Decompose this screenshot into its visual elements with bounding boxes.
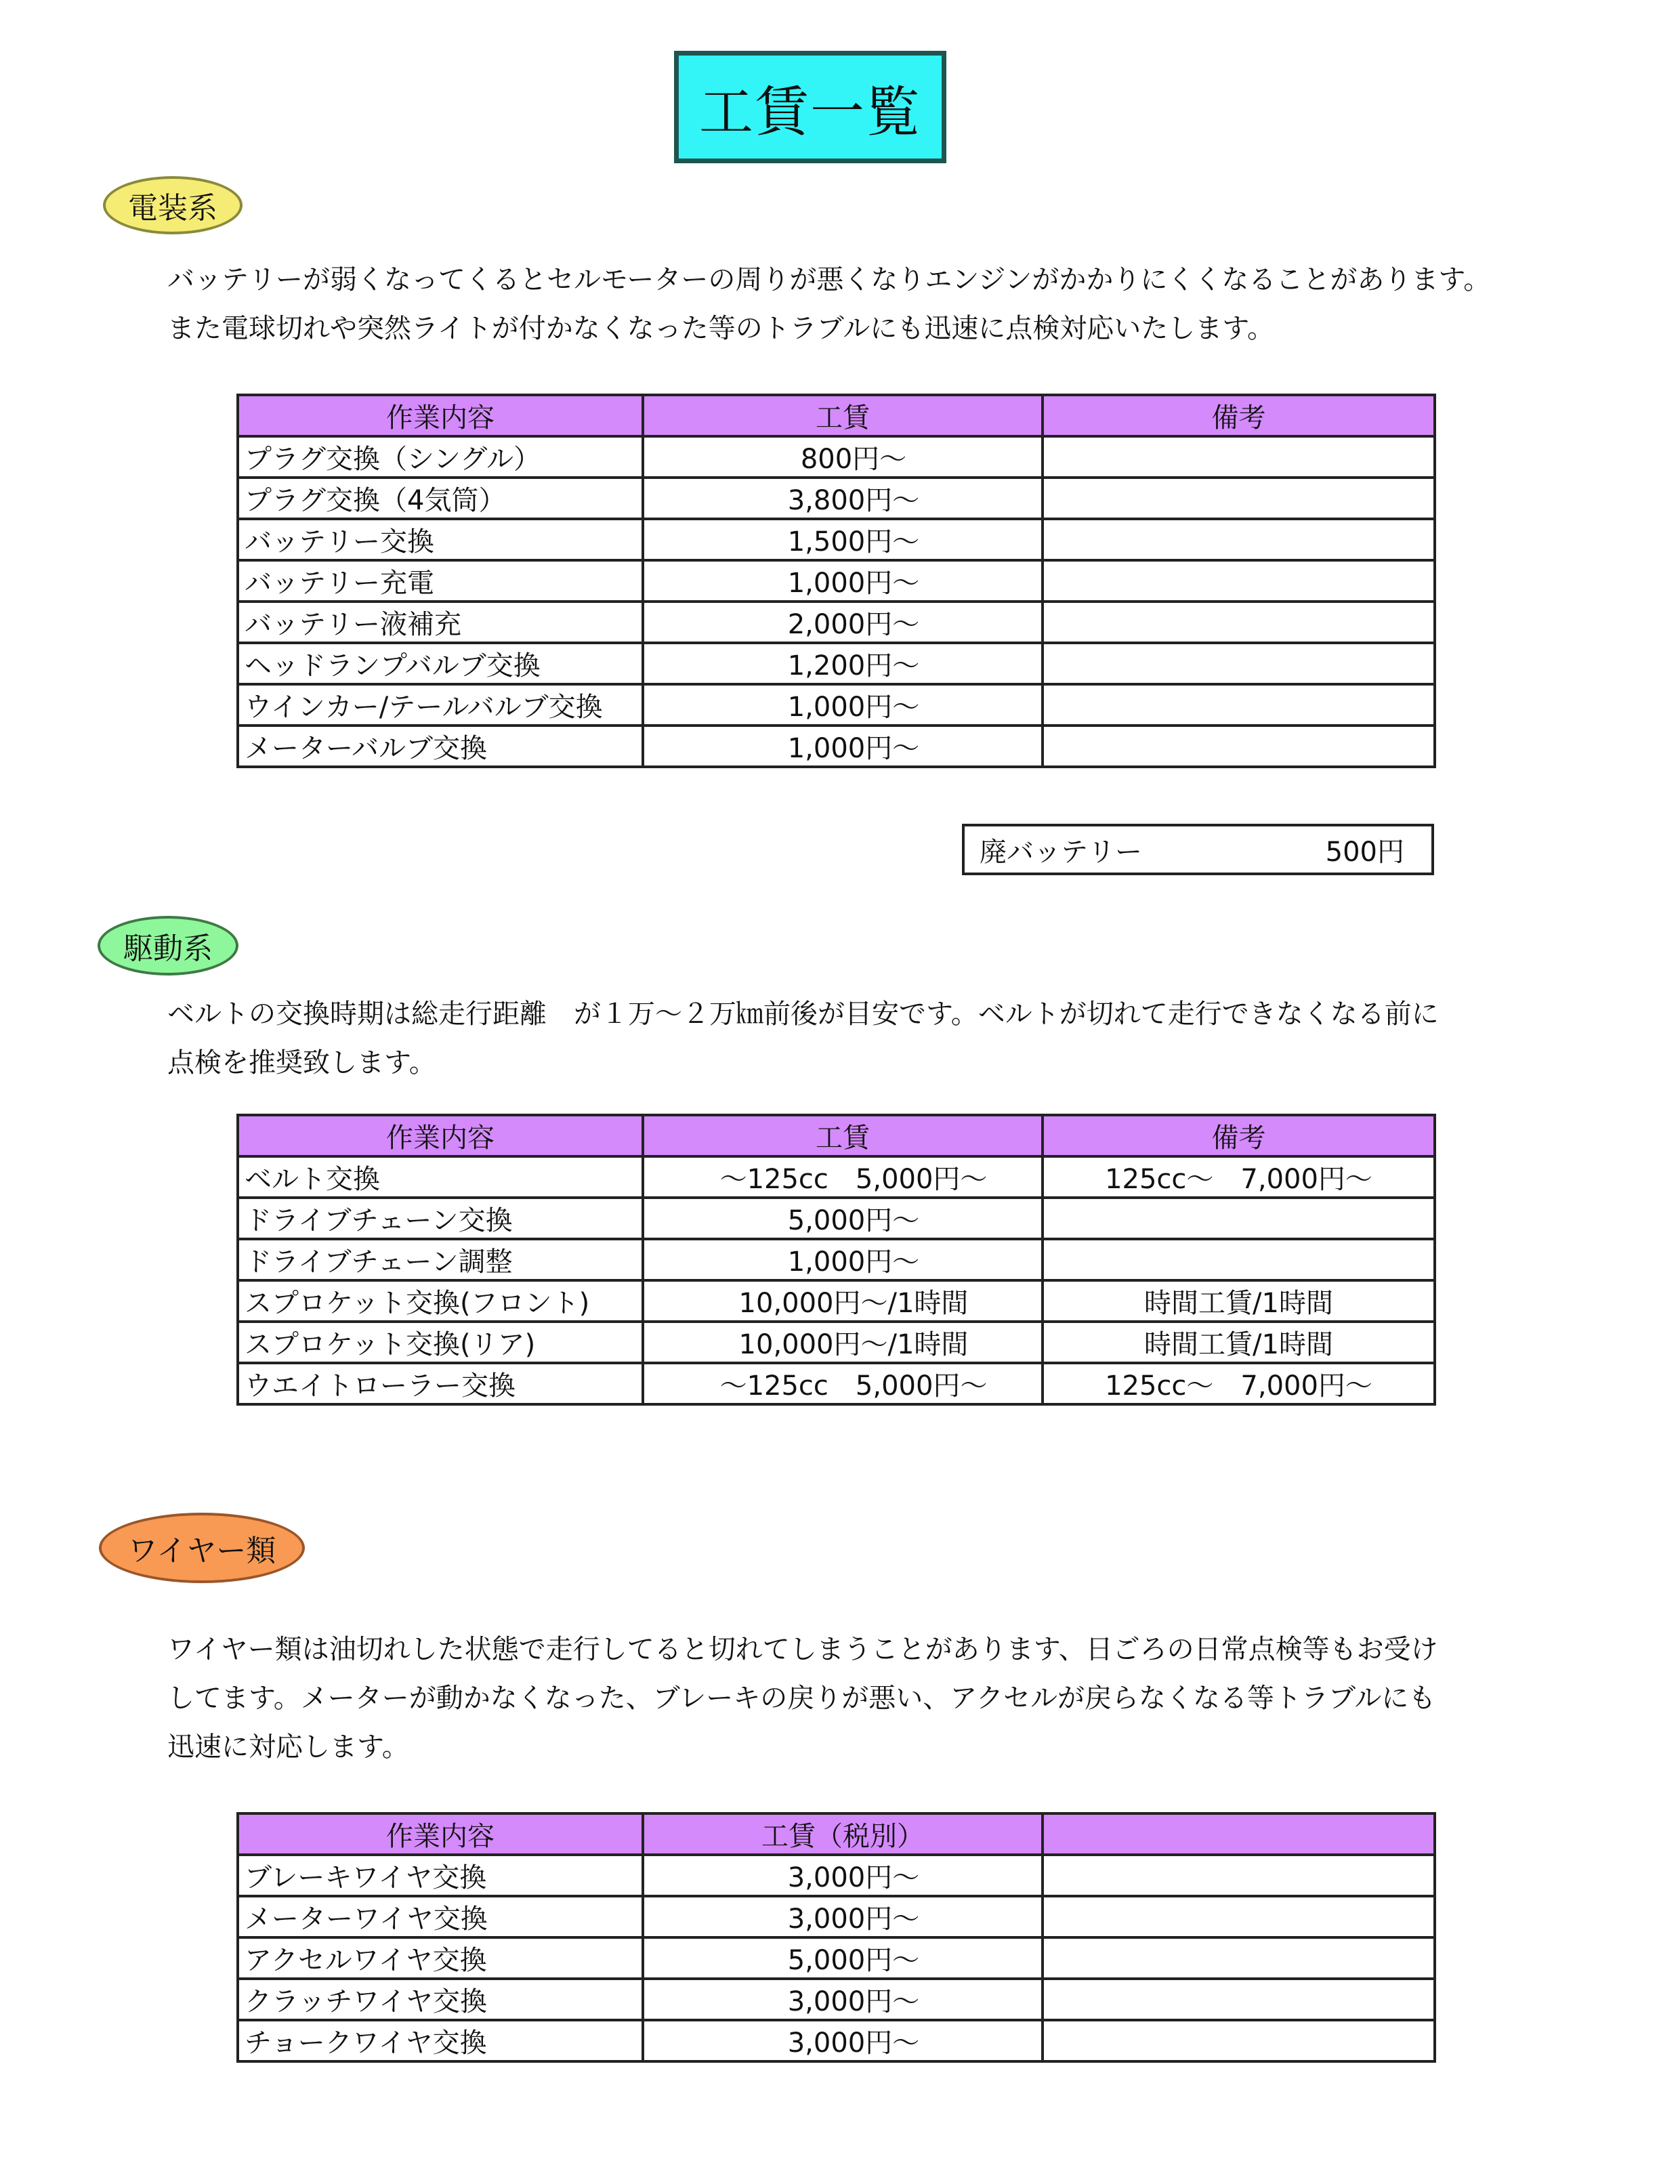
column-header-task: 作業内容: [238, 1115, 643, 1156]
description-line: また電球切れや突然ライトが付かなくなった等のトラブルにも迅速に点検対応いたします。: [167, 313, 1274, 344]
column-header-notes: 備考: [1043, 395, 1435, 436]
task-cell: ヘッドランプバルブ交換: [238, 643, 643, 684]
electrical-description: [167, 255, 1490, 353]
task-cell: アクセルワイヤ交換: [238, 1937, 643, 1979]
price-cell: 1,200円～: [643, 643, 1043, 684]
waste-battery-box: [962, 824, 1434, 875]
price-cell: 10,000円～/1時間: [643, 1280, 1043, 1322]
task-cell: メーターバルブ交換: [238, 726, 643, 767]
notes-cell: [1043, 1937, 1435, 1979]
task-cell: ベルト交換: [238, 1156, 643, 1198]
table-row: [238, 2020, 1435, 2061]
description-line: バッテリーが弱くなってくるとセルモーターの周りが悪くなりエンジンがかかりにくくなることがあります。: [167, 264, 1491, 295]
task-cell: メーターワイヤ交換: [238, 1896, 643, 1937]
notes-cell: [1043, 1239, 1435, 1280]
table-row: [238, 684, 1435, 726]
price-cell: 5,000円～: [643, 1937, 1043, 1979]
table-row: [238, 1280, 1435, 1322]
task-cell: バッテリー液補充: [238, 602, 643, 643]
notes-cell: [1043, 1198, 1435, 1239]
price-cell: 1,000円～: [643, 726, 1043, 767]
price-cell: 3,000円～: [643, 1855, 1043, 1896]
table-row: [238, 643, 1435, 684]
table-row: [238, 560, 1435, 602]
section-badge-drive: 駆動系: [98, 916, 238, 975]
table-row: [238, 1322, 1435, 1363]
notes-cell: [1043, 478, 1435, 519]
table-header-row: [238, 395, 1435, 436]
notes-cell: [1043, 560, 1435, 602]
table-row: [238, 1896, 1435, 1937]
table-row: [238, 519, 1435, 560]
page-title: 工賃一覧: [674, 51, 946, 163]
table-row: [238, 1198, 1435, 1239]
task-cell: バッテリー交換: [238, 519, 643, 560]
table-row: [238, 726, 1435, 767]
table-row: [238, 1855, 1435, 1896]
drive-price-table: [236, 1114, 1436, 1406]
price-cell: 5,000円～: [643, 1198, 1043, 1239]
column-header-notes: [1043, 1813, 1435, 1855]
section-badge-electrical: 電装系: [103, 176, 243, 234]
wire-price-table: [236, 1812, 1436, 2063]
task-cell: スプロケット交換(リア): [238, 1322, 643, 1363]
task-cell: ウエイトローラー交換: [238, 1363, 643, 1404]
task-cell: バッテリー充電: [238, 560, 643, 602]
notes-cell: [1043, 684, 1435, 726]
column-header-price: 工賃: [643, 395, 1043, 436]
table-row: [238, 478, 1435, 519]
notes-cell: [1043, 2020, 1435, 2061]
table-row: [238, 1239, 1435, 1280]
price-cell: 2,000円～: [643, 602, 1043, 643]
wire-description: [167, 1625, 1438, 1771]
section-badge-wire: ワイヤー類: [99, 1513, 305, 1583]
description-line: してます。メーターが動かなくなった、ブレーキの戻りが悪い、アクセルが戻らなくなる等トラブルにも: [167, 1683, 1436, 1714]
notes-cell: [1043, 726, 1435, 767]
electrical-price-table: [236, 394, 1436, 768]
column-header-notes: 備考: [1043, 1115, 1435, 1156]
description-line: ベルトの交換時期は総走行距離 が１万～２万㎞前後が目安です。ベルトが切れて走行できなくなる前に: [167, 999, 1439, 1030]
task-cell: ウインカー/テールバルブ交換: [238, 684, 643, 726]
table-row: [238, 1363, 1435, 1404]
notes-cell: [1043, 1896, 1435, 1937]
drive-description: [167, 990, 1439, 1087]
task-cell: プラグ交換（シングル）: [238, 436, 643, 478]
notes-cell: 125cc～ 7,000円～: [1043, 1156, 1435, 1198]
column-header-price: 工賃: [643, 1115, 1043, 1156]
notes-cell: 時間工賃/1時間: [1043, 1280, 1435, 1322]
task-cell: プラグ交換（4気筒）: [238, 478, 643, 519]
table-row: [238, 1156, 1435, 1198]
table-row: [238, 436, 1435, 478]
table-row: [238, 1937, 1435, 1979]
notes-cell: [1043, 1979, 1435, 2020]
column-header-price: 工賃（税別）: [643, 1813, 1043, 1855]
price-cell: 1,500円～: [643, 519, 1043, 560]
task-cell: スプロケット交換(フロント): [238, 1280, 643, 1322]
notes-cell: 時間工賃/1時間: [1043, 1322, 1435, 1363]
notes-cell: [1043, 436, 1435, 478]
notes-cell: [1043, 643, 1435, 684]
description-line: 迅速に対応します。: [167, 1731, 409, 1763]
description-line: ワイヤー類は油切れした状態で走行してると切れてしまうことがあります、日ごろの日常点検等もお受け: [167, 1634, 1438, 1665]
table-header-row: [238, 1115, 1435, 1156]
column-header-task: 作業内容: [238, 1813, 643, 1855]
task-cell: ドライブチェーン交換: [238, 1198, 643, 1239]
task-cell: チョークワイヤ交換: [238, 2020, 643, 2061]
waste-battery-price: 500円: [1325, 836, 1404, 868]
notes-cell: [1043, 519, 1435, 560]
task-cell: ドライブチェーン調整: [238, 1239, 643, 1280]
notes-cell: [1043, 1855, 1435, 1896]
price-cell: 1,000円～: [643, 1239, 1043, 1280]
price-cell: 3,000円～: [643, 1979, 1043, 2020]
waste-battery-label: 廃バッテリー: [980, 836, 1142, 868]
task-cell: クラッチワイヤ交換: [238, 1979, 643, 2020]
task-cell: ブレーキワイヤ交換: [238, 1855, 643, 1896]
price-cell: 1,000円～: [643, 560, 1043, 602]
notes-cell: [1043, 602, 1435, 643]
price-cell: ～125cc 5,000円～: [643, 1156, 1043, 1198]
price-cell: ～125cc 5,000円～: [643, 1363, 1043, 1404]
price-cell: 3,800円～: [643, 478, 1043, 519]
table-header-row: [238, 1813, 1435, 1855]
price-cell: 3,000円～: [643, 2020, 1043, 2061]
price-cell: 800円～: [643, 436, 1043, 478]
column-header-task: 作業内容: [238, 395, 643, 436]
table-row: [238, 602, 1435, 643]
notes-cell: 125cc～ 7,000円～: [1043, 1363, 1435, 1404]
price-cell: 1,000円～: [643, 684, 1043, 726]
price-cell: 3,000円～: [643, 1896, 1043, 1937]
price-cell: 10,000円～/1時間: [643, 1322, 1043, 1363]
table-row: [238, 1979, 1435, 2020]
description-line: 点検を推奨致します。: [167, 1047, 436, 1078]
